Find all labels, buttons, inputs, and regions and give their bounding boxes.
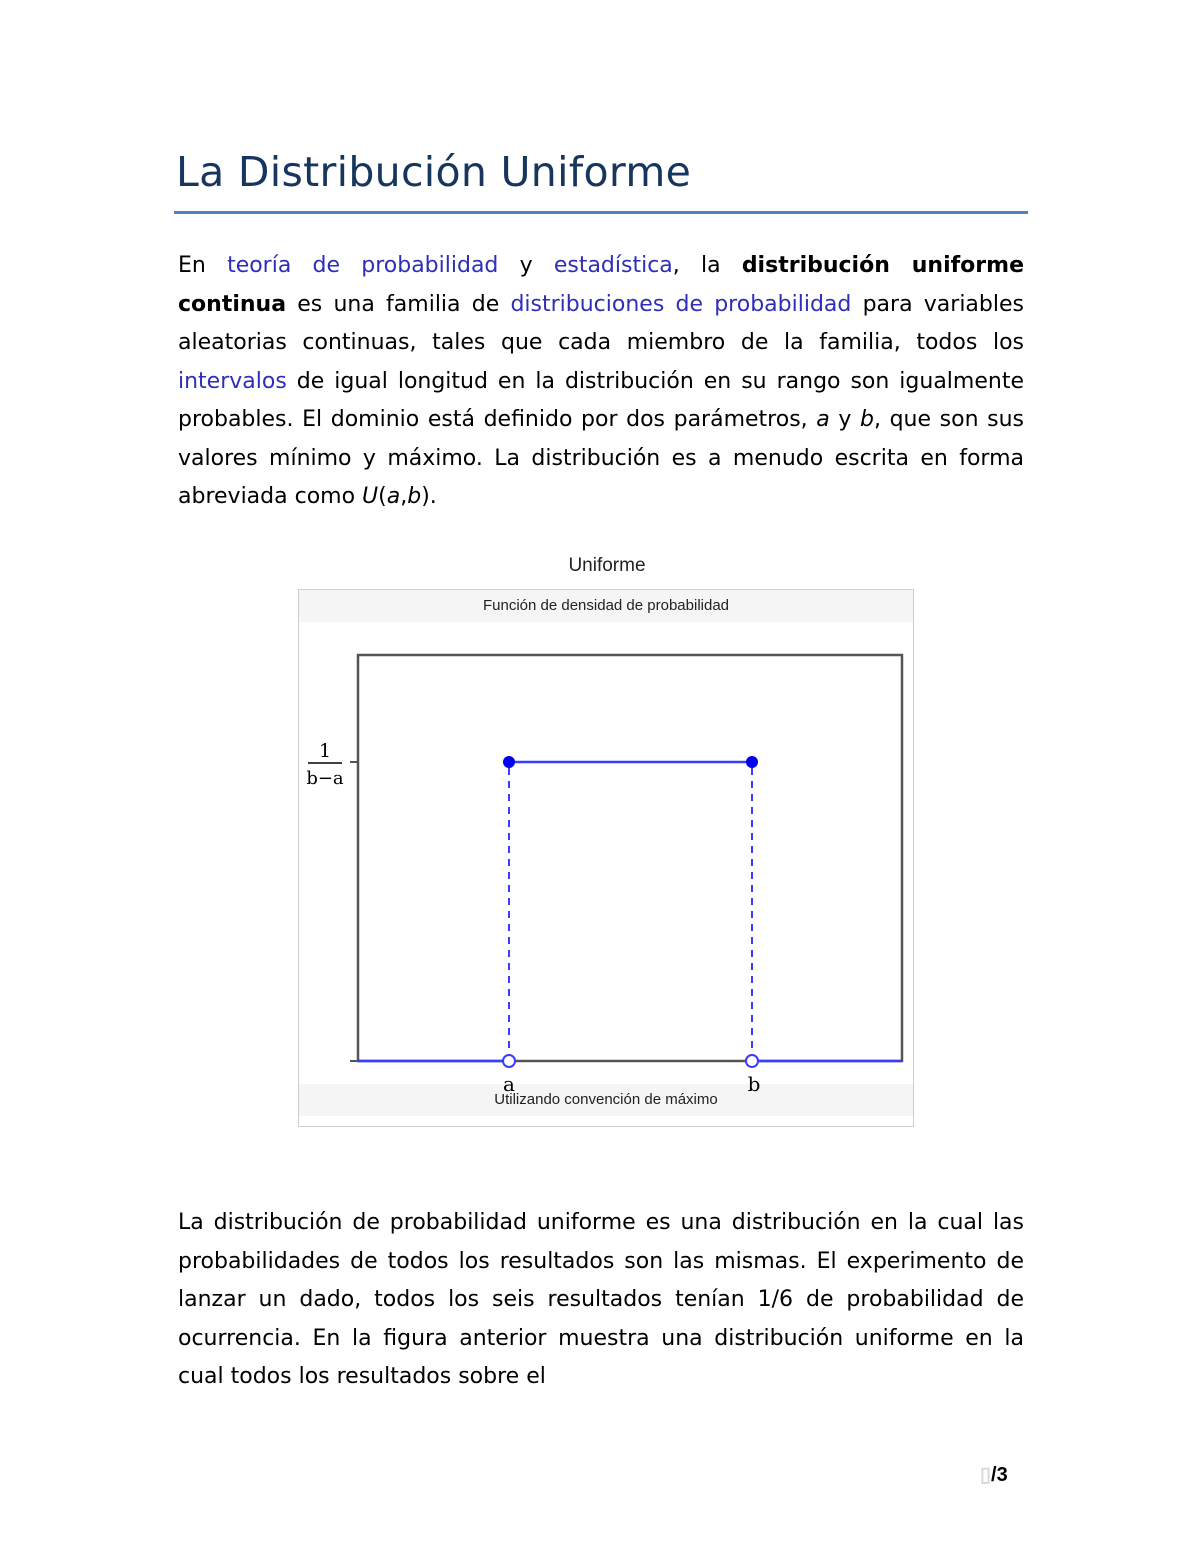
link-estadistica[interactable]: estadística xyxy=(553,253,673,278)
plot-frame xyxy=(358,655,902,1061)
title-underline xyxy=(174,211,1028,214)
text-run: ). xyxy=(421,484,437,509)
text-run: de igual longitud en la distribución en su rango son igualmente probables. El dominio está definido por dos parámetros, xyxy=(178,368,1024,432)
italic-a: a xyxy=(386,484,401,509)
figure-band-top: Función de densidad de probabilidad xyxy=(299,590,913,622)
page-number-total: /3 xyxy=(991,1464,1008,1486)
page-title: La Distribución Uniforme xyxy=(176,148,692,196)
open-point-a xyxy=(503,1055,515,1067)
text-run: , xyxy=(400,484,408,509)
uniform-figure xyxy=(298,555,916,1130)
text-run: En xyxy=(178,253,228,278)
italic-a: a xyxy=(816,407,830,432)
page-number xyxy=(980,1462,1008,1487)
open-point-b xyxy=(746,1055,758,1067)
y-tick-denominator: b−a xyxy=(306,768,344,789)
figure-caption: Uniforme xyxy=(568,555,646,576)
link-teoria-de-probabilidad[interactable]: teoría de probabilidad xyxy=(227,253,499,278)
text-run: y xyxy=(829,407,861,432)
pdf-chart xyxy=(298,589,914,1096)
text-run: es una familia de xyxy=(286,291,511,317)
italic-u: U xyxy=(362,484,379,509)
bold-term: distribución uniforme continua xyxy=(178,253,1024,317)
closed-point-b xyxy=(746,756,758,768)
text-run: para variables aleatorias continuas, tales que cada miembro de la familia, todos los xyxy=(178,291,1024,355)
text-run: , la xyxy=(672,253,742,278)
figure-band-bottom: Utilizando convención de máximo xyxy=(299,1084,913,1116)
x-tick-label-b: b xyxy=(747,1072,761,1096)
italic-b: b xyxy=(860,407,874,432)
text-run: , que son sus valores mínimo y máximo. La distribución es a menudo escrita en forma abreviada como xyxy=(178,407,1025,509)
link-distribuciones-de-probabilidad[interactable]: distribuciones de probabilidad xyxy=(510,291,852,317)
intro-paragraph xyxy=(178,247,1024,517)
link-intervalos[interactable]: intervalos xyxy=(178,368,287,394)
closed-point-a xyxy=(503,756,515,768)
x-tick-label-a: a xyxy=(503,1072,515,1096)
body-paragraph: La distribución de probabilidad uniforme es una distribución en la cual las probabilidades de todos los resultados son las mismas. El experimento de lanzar un dado, todos los seis resultados tenían 1/6 de probabilidad de ocurrencia. En la figura anterior muestra una distribución uniforme en la cual todos los resultados sobre el xyxy=(178,1210,1024,1389)
text-run: ( xyxy=(378,484,387,509)
text-run: y xyxy=(498,253,554,278)
y-tick-numerator: 1 xyxy=(318,740,332,762)
page-number-faint: ▯ xyxy=(980,1464,992,1486)
italic-b: b xyxy=(407,484,422,509)
